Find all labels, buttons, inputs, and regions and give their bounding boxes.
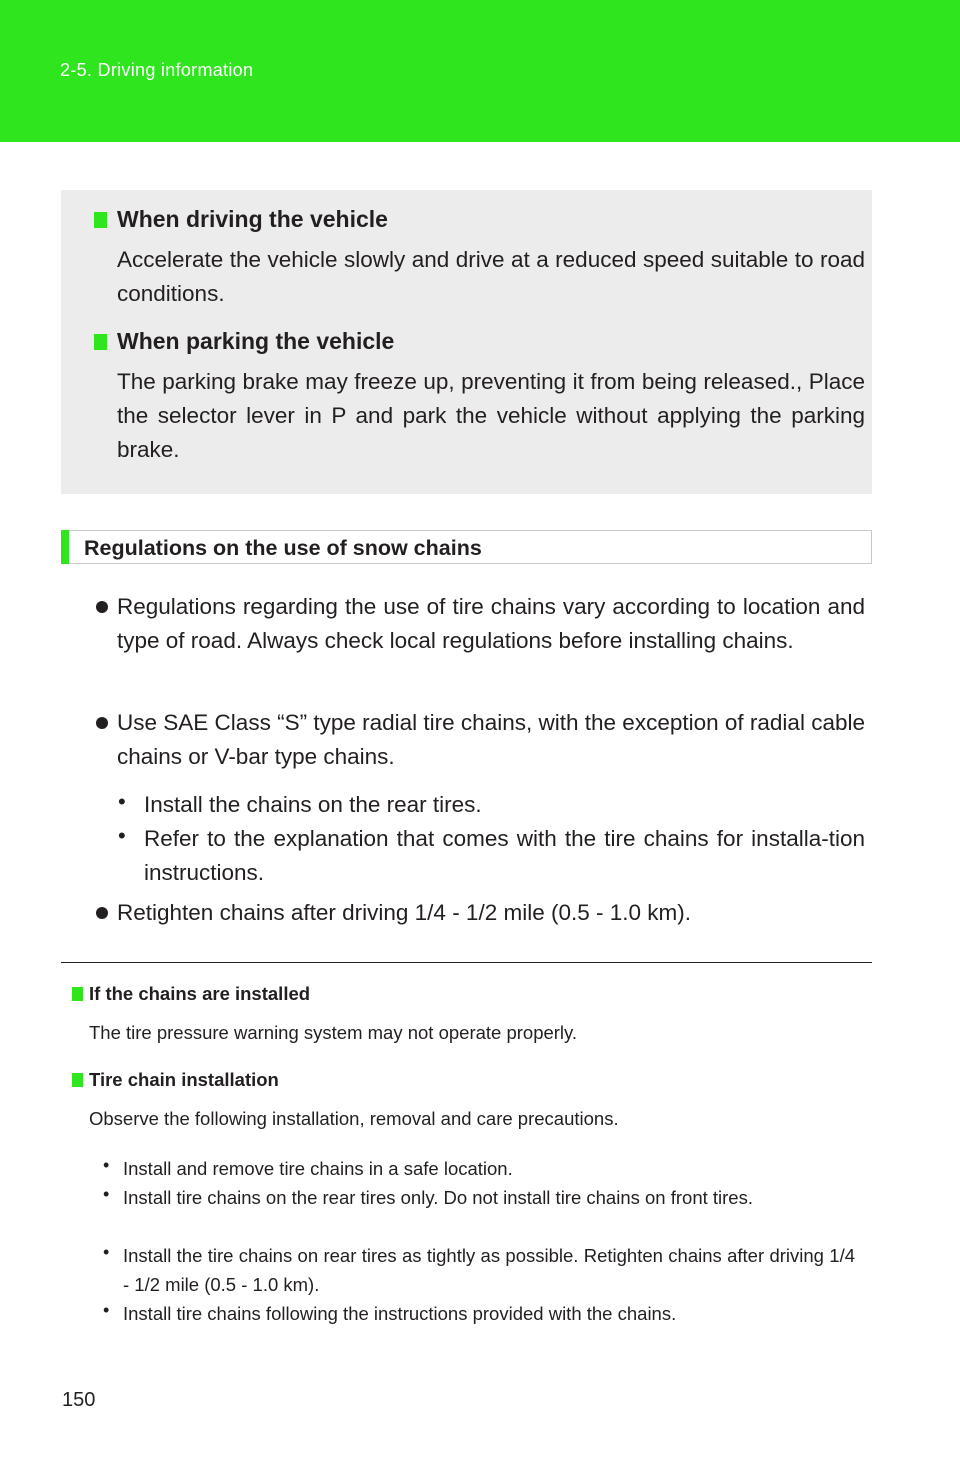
list-item: Install the tire chains on rear tires as tightly as possible. Retighten chains after driving 1/4 - 1/2 mile (0.5 - 1.0 km). [123,1245,855,1295]
bullet-sae-class: Use SAE Class “S” type radial tire chains, with the exception of radial cable chains or V-bar type chains. [117,710,865,769]
note-installation-heading: Tire chain installation [72,1069,279,1091]
chapter-title: 2-5. Driving information [60,60,254,80]
note-installed-text: The tire pressure warning system may not operate properly. [89,1022,578,1043]
bullet-icon [96,717,108,729]
sub-bullet-icon: • [118,789,126,814]
driving-heading: When driving the vehicle [94,206,388,233]
bullet-icon [96,907,108,919]
page-number: 150 [62,1389,96,1411]
square-bullet-icon [72,1073,83,1087]
section-title: Regulations on the use of snow chains [84,536,482,560]
sub-rear-tires: Install the chains on the rear tires. [144,792,482,817]
page-header [0,0,960,142]
sub-explanation: Refer to the explanation that comes with the tire chains for installa-tion instructions. [144,826,865,885]
sub-bullet-icon: • [103,1184,110,1204]
section-title-bar [61,530,872,564]
bullet-regulations: Regulations regarding the use of tire chains vary according to location and type of road. Always check local regulations before installing chains. [117,594,865,653]
square-bullet-icon [94,212,107,228]
section-accent [61,530,69,564]
parking-heading: When parking the vehicle [94,328,394,355]
sub-bullet-icon: • [103,1300,110,1320]
bullet-retighten: Retighten chains after driving 1/4 - 1/2 mile (0.5 - 1.0 km). [117,900,692,925]
sub-bullet-icon: • [103,1155,110,1175]
note-installation-text: Observe the following installation, removal and care precautions. [89,1108,619,1129]
sub-bullet-icon: • [103,1242,110,1262]
list-item: Install tire chains following the instructions provided with the chains. [123,1303,677,1324]
list-item: Install tire chains on the rear tires only. Do not install tire chains on front tires. [123,1187,753,1208]
list-item: Install and remove tire chains in a safe location. [123,1158,513,1179]
driving-text: Accelerate the vehicle slowly and drive at a reduced speed suitable to road conditions. [117,247,865,306]
parking-text: The parking brake may freeze up, preventing it from being released., Place the selector lever in P and park the vehicle without applying the parking brake. [117,369,865,462]
divider [61,962,872,963]
bullet-icon [96,601,108,613]
square-bullet-icon [94,334,107,350]
square-bullet-icon [72,987,83,1001]
sub-bullet-icon: • [118,823,126,848]
note-installed-heading: If the chains are installed [72,983,310,1005]
